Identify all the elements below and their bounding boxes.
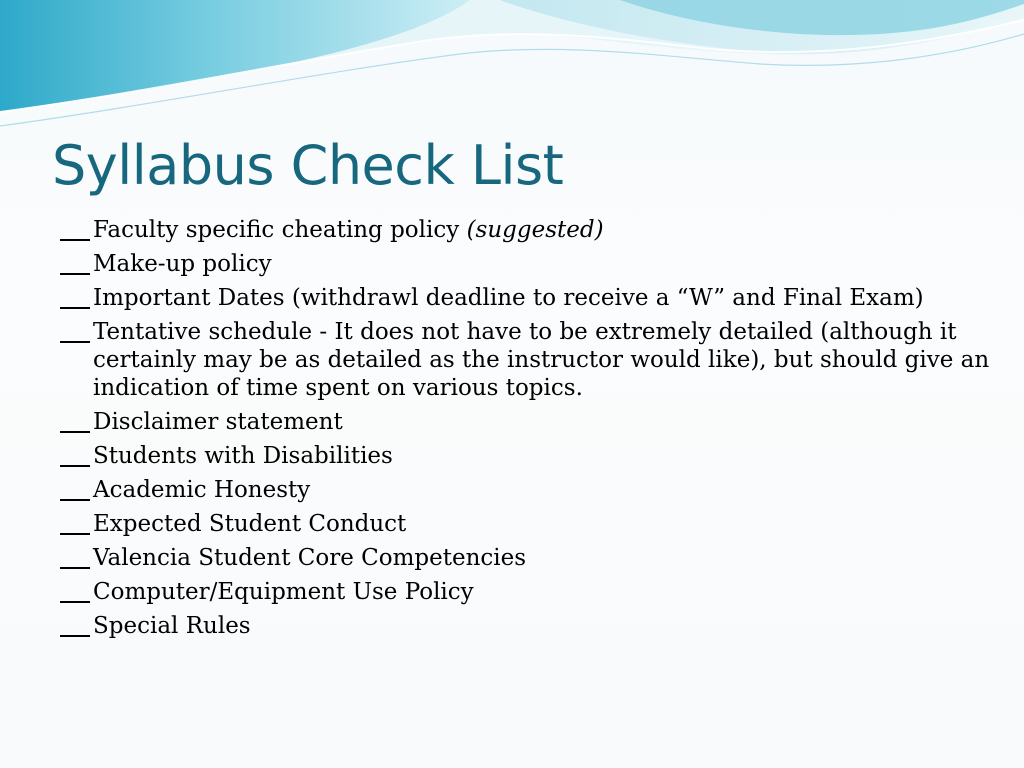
checklist-item — [60, 318, 990, 402]
checklist-item — [60, 250, 990, 278]
checklist-item — [60, 578, 990, 606]
item-text: Students with Disabilities — [93, 443, 393, 469]
checklist-item — [60, 510, 990, 538]
checklist-item — [60, 216, 990, 244]
item-note: (suggested) — [466, 217, 604, 243]
checklist — [60, 216, 990, 646]
checkbox-blank-line — [60, 431, 90, 433]
checkbox-blank-line — [60, 239, 90, 241]
checkbox-blank-line — [60, 465, 90, 467]
header-wave-decoration — [0, 0, 1024, 140]
checklist-item — [60, 544, 990, 572]
checkbox-blank-line — [60, 341, 90, 343]
checkbox-blank-line — [60, 601, 90, 603]
checklist-item — [60, 612, 990, 640]
checklist-item — [60, 408, 990, 436]
item-text: Special Rules — [93, 613, 251, 639]
item-text: Valencia Student Core Competencies — [93, 545, 527, 571]
checkbox-blank-line — [60, 273, 90, 275]
item-text: Make-up policy — [93, 251, 272, 277]
item-text: Faculty specific cheating policy — [93, 217, 467, 243]
checklist-item — [60, 284, 990, 312]
slide-title: Syllabus Check List — [52, 134, 564, 197]
checkbox-blank-line — [60, 499, 90, 501]
item-text: Disclaimer statement — [93, 409, 343, 435]
item-text: Computer/Equipment Use Policy — [93, 579, 474, 605]
checkbox-blank-line — [60, 533, 90, 535]
item-text: Tentative schedule - It does not have to be extremely detailed (although it certainly may be as detailed as the instructor would like), but should give an indication of time spent on various topics. — [93, 319, 990, 401]
item-text: Expected Student Conduct — [93, 511, 407, 537]
checklist-item — [60, 442, 990, 470]
checkbox-blank-line — [60, 567, 90, 569]
item-text: Important Dates (withdrawl deadline to receive a “W” and Final Exam) — [93, 285, 924, 311]
checkbox-blank-line — [60, 307, 90, 309]
item-text: Academic Honesty — [93, 477, 311, 503]
checkbox-blank-line — [60, 635, 90, 637]
checklist-item — [60, 476, 990, 504]
